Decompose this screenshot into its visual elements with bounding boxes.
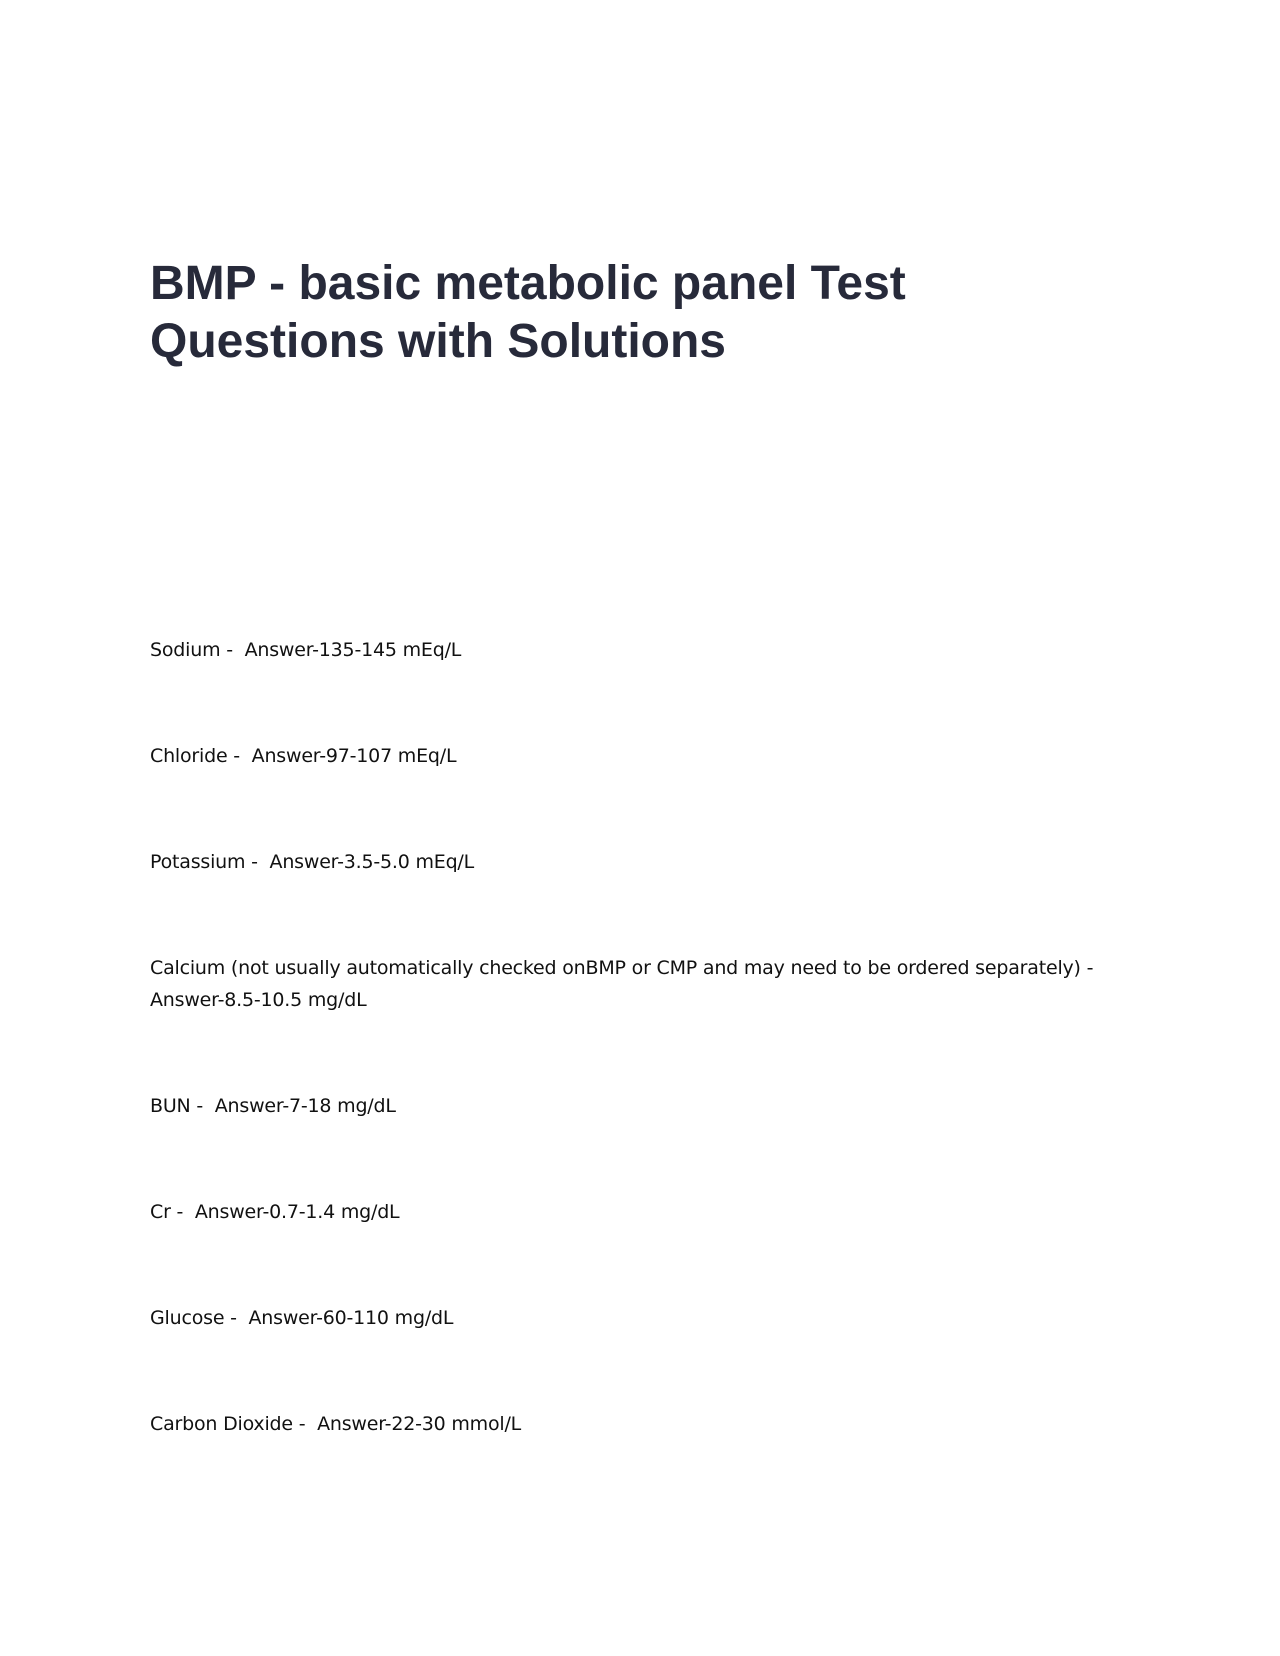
qa-item-glucose	[150, 1302, 1150, 1334]
question-text: BUN -	[150, 1095, 204, 1117]
page-title: BMP - basic metabolic panel Test Questions with Solutions	[150, 257, 906, 368]
qa-item-creatinine	[150, 1196, 1150, 1228]
question-text: Sodium -	[150, 639, 233, 661]
question-text: Cr -	[150, 1201, 184, 1223]
answer-text: Answer-22-30 mmol/L	[317, 1413, 522, 1435]
qa-item-bun	[150, 1090, 1150, 1122]
answer-text: Answer-135-145 mEq/L	[244, 639, 462, 661]
qa-item-chloride	[150, 740, 1150, 772]
answer-text: Answer-8.5-10.5 mg/dL	[150, 989, 367, 1011]
qa-item-sodium	[150, 634, 1150, 666]
answer-text: Answer-97-107 mEq/L	[251, 745, 457, 767]
question-text: Potassium -	[150, 851, 258, 873]
question-text: Chloride -	[150, 745, 240, 767]
answer-text: Answer-3.5-5.0 mEq/L	[269, 851, 475, 873]
question-text: Glucose -	[150, 1307, 237, 1329]
qa-item-calcium	[150, 952, 1150, 1016]
question-text: Carbon Dioxide -	[150, 1413, 306, 1435]
answer-text: Answer-7-18 mg/dL	[214, 1095, 396, 1117]
qa-item-potassium	[150, 846, 1150, 878]
answer-text: Answer-0.7-1.4 mg/dL	[194, 1201, 400, 1223]
question-text: Calcium (not usually automatically checked onBMP or CMP and may need to be ordered separately) -	[150, 957, 1094, 979]
qa-item-carbon-dioxide	[150, 1408, 1150, 1440]
answer-text: Answer-60-110 mg/dL	[248, 1307, 454, 1329]
